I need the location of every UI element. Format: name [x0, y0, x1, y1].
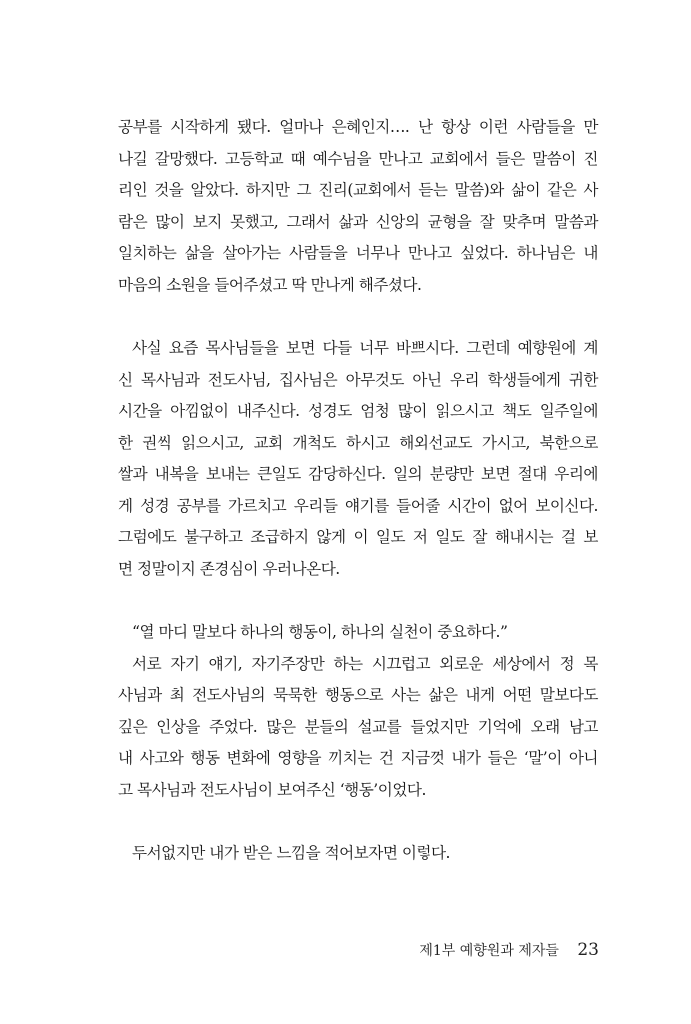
- text-line: 내 사고와 행동 변화에 영향을 끼치는 건 지금껏 내가 들은 ‘말’이 아니: [118, 749, 598, 767]
- text-line: 깊은 인상을 주었다. 많은 분들의 설교를 들었지만 기억에 오래 남고: [118, 717, 598, 736]
- text-line: 한 권씩 읽으시고, 교회 개척도 하시고 해외선교도 가시고, 북한으로: [118, 433, 598, 452]
- paragraph-gap: [118, 585, 598, 617]
- text-line: 사님과 최 전도사님의 묵묵한 행동으로 사는 삶은 내게 어떤 말보다도: [118, 686, 598, 704]
- paragraph: [118, 838, 598, 870]
- paragraph: [118, 333, 598, 585]
- text-line: 두서없지만 내가 받은 느낌을 적어보자면 이렇다.: [132, 844, 451, 862]
- text-line: 람은 많이 보지 못했고, 그래서 삶과 신앙의 균형을 잘 맞추며 말씀과: [118, 212, 598, 231]
- paragraph-gap: [118, 806, 598, 838]
- text-line: 마음의 소원을 들어주셨고 딱 만나게 해주셨다.: [118, 275, 422, 294]
- paragraph: [118, 112, 598, 301]
- text-line: 나길 갈망했다. 고등학교 때 예수님을 만나고 교회에서 들은 말씀이 진: [118, 149, 598, 168]
- text-line: 시간을 아낌없이 내주신다. 성경도 엄청 많이 읽으시고 책도 일주일에: [118, 402, 598, 420]
- text-line: 신 목사님과 전도사님, 집사님은 아무것도 아닌 우리 학생들에게 귀한: [118, 370, 598, 389]
- text-line: 리인 것을 알았다. 하지만 그 진리(교회에서 듣는 말씀)와 삶이 같은 사: [118, 181, 598, 199]
- text-line: 면 정말이지 존경심이 우러나온다.: [118, 559, 340, 578]
- paragraph-gap: [118, 301, 598, 333]
- page-footer: [419, 940, 599, 960]
- text-line: 공부를 시작하게 됐다. 얼마나 은혜인지…. 난 항상 이런 사람들을 만: [118, 118, 598, 136]
- text-line: 게 성경 공부를 가르치고 우리들 얘기를 들어줄 시간이 없어 보이신다.: [118, 496, 598, 515]
- text-line: 그럼에도 불구하고 조급하지 않게 이 일도 저 일도 잘 해내시는 걸 보: [118, 528, 598, 546]
- text-line: 일치하는 삶을 살아가는 사람들을 너무나 만나고 싶었다. 하나님은 내: [118, 244, 598, 262]
- text-line: 쌀과 내복을 보내는 큰일도 감당하신다. 일의 분량만 보면 절대 우리에: [118, 465, 598, 483]
- text-line: 서로 자기 얘기, 자기주장만 하는 시끄럽고 외로운 세상에서 정 목: [132, 654, 598, 673]
- page-body: [118, 112, 598, 870]
- running-title: 제1부 예향원과 제자들: [419, 943, 559, 959]
- paragraph: [118, 617, 598, 806]
- text-line: 사실 요즘 목사님들을 보면 다들 너무 바쁘시다. 그런데 예향원에 계: [132, 339, 598, 357]
- text-line: 고 목사님과 전도사님이 보여주신 ‘행동’이었다.: [118, 780, 426, 799]
- page-number: 23: [577, 940, 599, 960]
- quote-line: “열 마디 말보다 하나의 행동이, 하나의 실천이 중요하다.”: [132, 623, 508, 641]
